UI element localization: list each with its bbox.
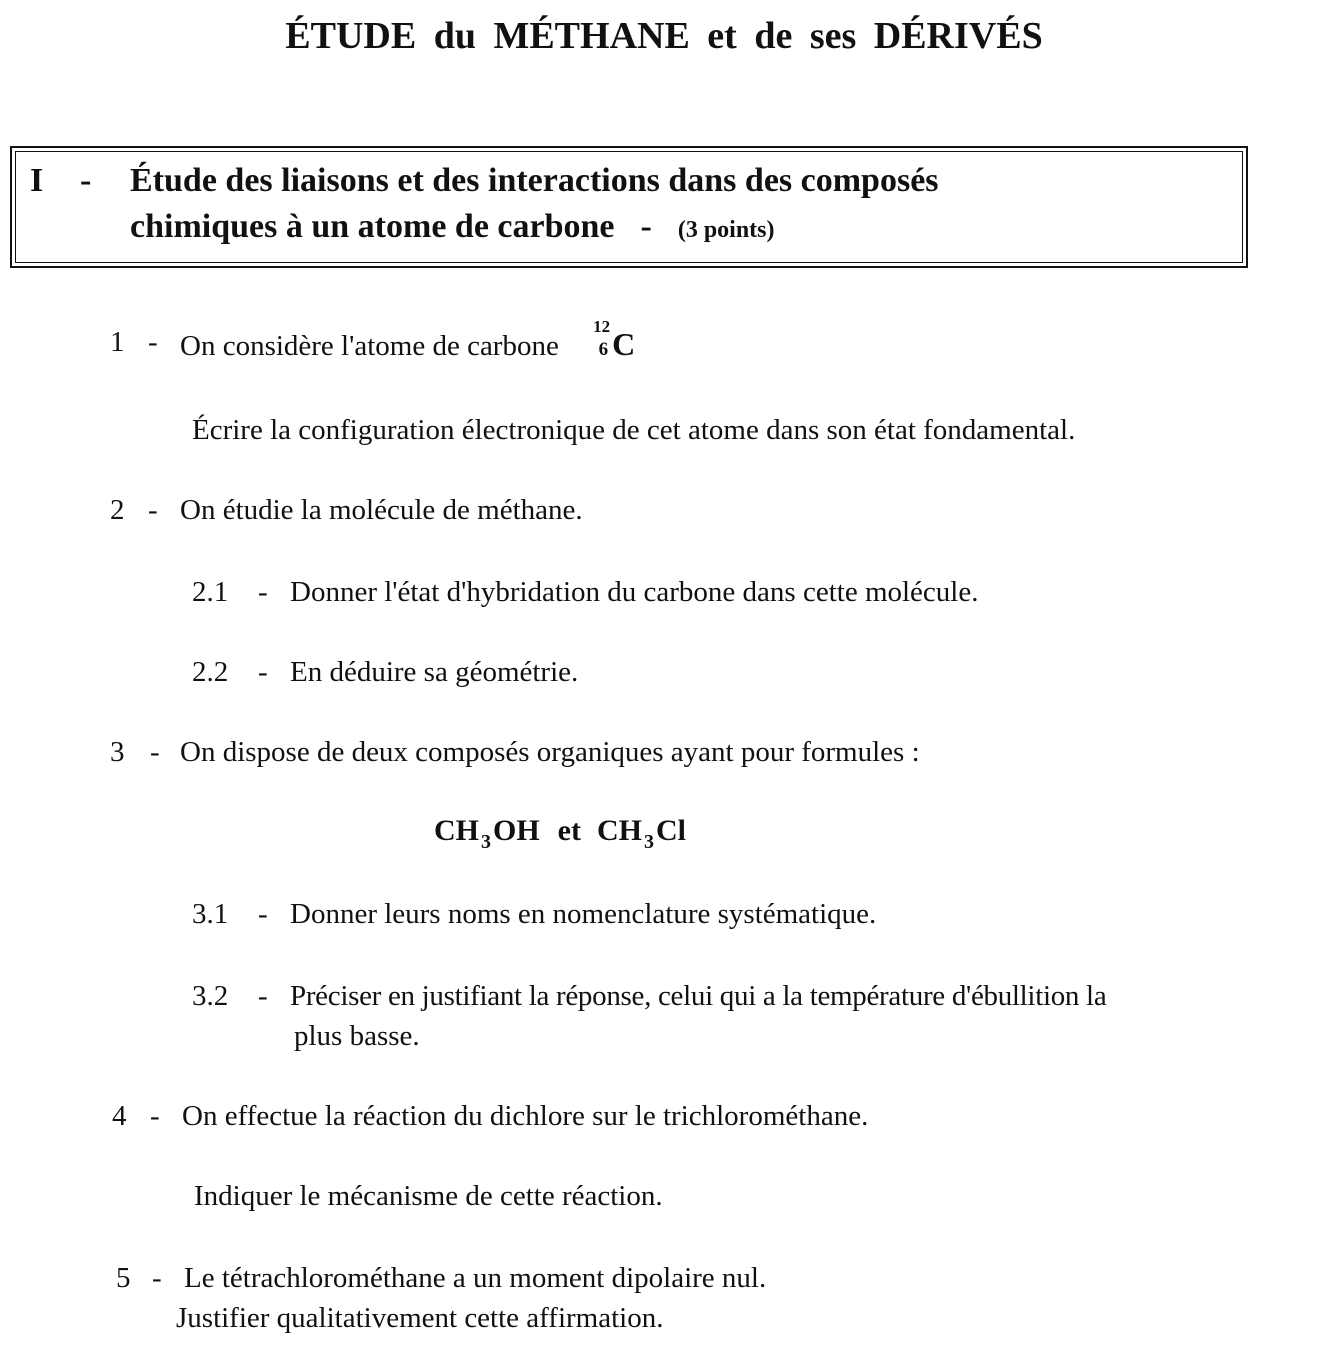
isotope-mass-number: 12: [593, 317, 611, 336]
section-points: (3 points): [677, 217, 775, 243]
q1-text-line: [180, 317, 636, 363]
q4-instruction: Indiquer le mécanisme de cette réaction.: [194, 1180, 663, 1212]
q3-1-dash: -: [258, 898, 268, 930]
q3-2-dash: -: [258, 980, 268, 1012]
q1-number: 1: [110, 326, 125, 358]
q2-dash: -: [148, 494, 158, 526]
q3-2-text-line1: Préciser en justifiant la réponse, celui qui a la température d'ébullition la: [290, 980, 1107, 1012]
q3-1-text: Donner leurs noms en nomenclature systématique.: [290, 898, 877, 930]
q1-instruction: Écrire la configuration électronique de cet atome dans son état fondamental.: [192, 414, 1076, 446]
q3-text: On dispose de deux composés organiques ayant pour formules :: [180, 736, 920, 768]
section-dash: -: [80, 162, 92, 199]
q3-2-text-line2: plus basse.: [294, 1020, 420, 1052]
page-title: ÉTUDE du MÉTHANE et de ses DÉRIVÉS: [285, 15, 1043, 57]
formula-b-subscript: 3: [643, 831, 654, 853]
q3-number: 3: [110, 736, 125, 768]
q5-text: Le tétrachlorométhane a un moment dipolaire nul.: [184, 1262, 767, 1294]
section-separator: -: [640, 208, 652, 245]
q2-1-dash: -: [258, 576, 268, 608]
q2-1-number: 2.1: [192, 576, 229, 608]
q1-text: On considère l'atome de carbone: [180, 330, 559, 362]
q2-2-text: En déduire sa géométrie.: [290, 656, 579, 688]
q1-dash: -: [148, 326, 158, 358]
q4-number: 4: [112, 1100, 127, 1132]
formula-a-subscript: 3: [481, 831, 491, 853]
isotope-symbol: C: [612, 326, 636, 362]
q2-number: 2: [110, 494, 125, 526]
q2-2-number: 2.2: [192, 656, 229, 688]
q2-1-text: Donner l'état d'hybridation du carbone dans cette molécule.: [290, 576, 979, 608]
section-number: I: [30, 162, 44, 199]
section-heading-line1: Étude des liaisons et des interactions dans des composés: [130, 162, 939, 199]
q4-text: On effectue la réaction du dichlore sur le trichlorométhane.: [182, 1100, 869, 1132]
q3-1-number: 3.1: [192, 898, 229, 930]
q3-dash: -: [150, 736, 160, 768]
q5-dash: -: [152, 1262, 162, 1294]
formula-joiner: et: [557, 814, 581, 847]
section-heading-line2: [130, 208, 775, 246]
formula-a-prefix: CH: [434, 814, 479, 847]
formula-a-suffix: OH: [493, 814, 540, 847]
q3-2-number: 3.2: [192, 980, 229, 1012]
q2-text: On étudie la molécule de méthane.: [180, 494, 583, 526]
chemical-formulas: [434, 814, 686, 853]
q2-2-dash: -: [258, 656, 268, 688]
section-heading-line2-text: chimiques à un atome de carbone: [130, 208, 615, 245]
q5-instruction: Justifier qualitativement cette affirmation.: [176, 1302, 664, 1334]
formula-b-prefix: CH: [596, 814, 642, 847]
q5-number: 5: [116, 1262, 131, 1294]
q4-dash: -: [150, 1100, 160, 1132]
formula-b-suffix: Cl: [655, 814, 686, 847]
isotope-atomic-number: 6: [598, 339, 609, 360]
carbon-isotope-notation: [582, 317, 612, 363]
